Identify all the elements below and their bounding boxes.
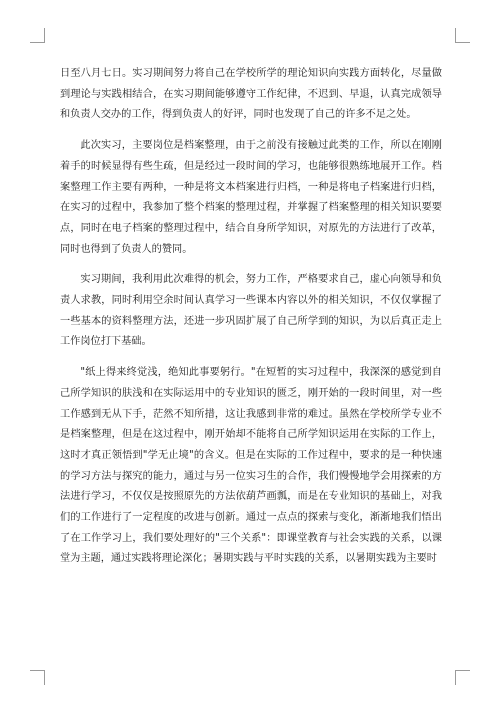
crop-mark-bottom-left [30, 670, 45, 685]
crop-mark-top-right [455, 28, 470, 43]
crop-mark-bottom-right [455, 670, 470, 685]
paragraph-archive-work: 此次实习，主要岗位是档案整理，由于之前没有接触过此类的工作，所以在刚刚着手的时候显得有些生疏，但是经过一段时间的学习，也能够很熟练地展开工作。档案整理工作主要有两种，一种是将文本档案进行归档，一种是将电子档案进行归档，在实习的过程中，我参加了整个档案的整理过程，并掌握了档案整理的相关知识要要点，同时在电子档案的整理过程中，结合自身所学知识，对原先的方法进行了改革，同时也得到了负责人的赞同。 [60, 140, 442, 255]
paragraph-learning: 实习期间，我利用此次难得的机会，努力工作，严格要求自己，虚心向领导和负责人求教，同时利用空余时间认真学习一些课本内容以外的相关知识，不仅仅掌握了一些基本的资料整理方法，还进一步巩固扩展了自己所学到的知识，为以后真正走上工作岗位打下基础。 [60, 274, 442, 348]
crop-mark-top-left [30, 28, 45, 43]
paragraph-reflection: "纸上得来终觉浅，绝知此事要躬行。"在短暂的实习过程中，我深深的感觉到自己所学知识的肤浅和在实际运用中的专业知识的匮乏，刚开始的一段时间里，对一些工作感到无从下手，茫然不知所措，这让我感到非常的难过。虽然在学校所学专业不是档案整理，但是在这过程中，刚开始却不能将自己所学知识运用在实际的工作上，这时才真正领悟到"学无止境"的含义。但是在实际的工作过程中，要求的是一种快速的学习方法与探究的能力，通过与另一位实习生的合作，我们慢慢地学会用探索的方法进行学习，不仅仅是按照原先的方法依葫芦画瓢，而是在专业知识的基础上，对我们的工作进行了一定程度的改进与创新。通过一点点的探索与变化，渐渐地我们悟出了在工作学习上，我们要处理好的"三个关系"：即课堂教育与社会实践的关系，以课堂为主题，通过实践将理论深化；暑期实践与平时实践的关系，以暑期实践为主要时 [60, 367, 442, 565]
document-body [60, 64, 442, 580]
paragraph-continuation: 日至八月七日。实习期间努力将自己在学校所学的理论知识向实践方面转化，尽量做到理论与实践相结合，在实习期间能够遵守工作纪律，不迟到、早退，认真完成领导和负责人交办的工作，得到负责人的好评，同时也发现了自己的许多不足之处。 [60, 68, 442, 121]
